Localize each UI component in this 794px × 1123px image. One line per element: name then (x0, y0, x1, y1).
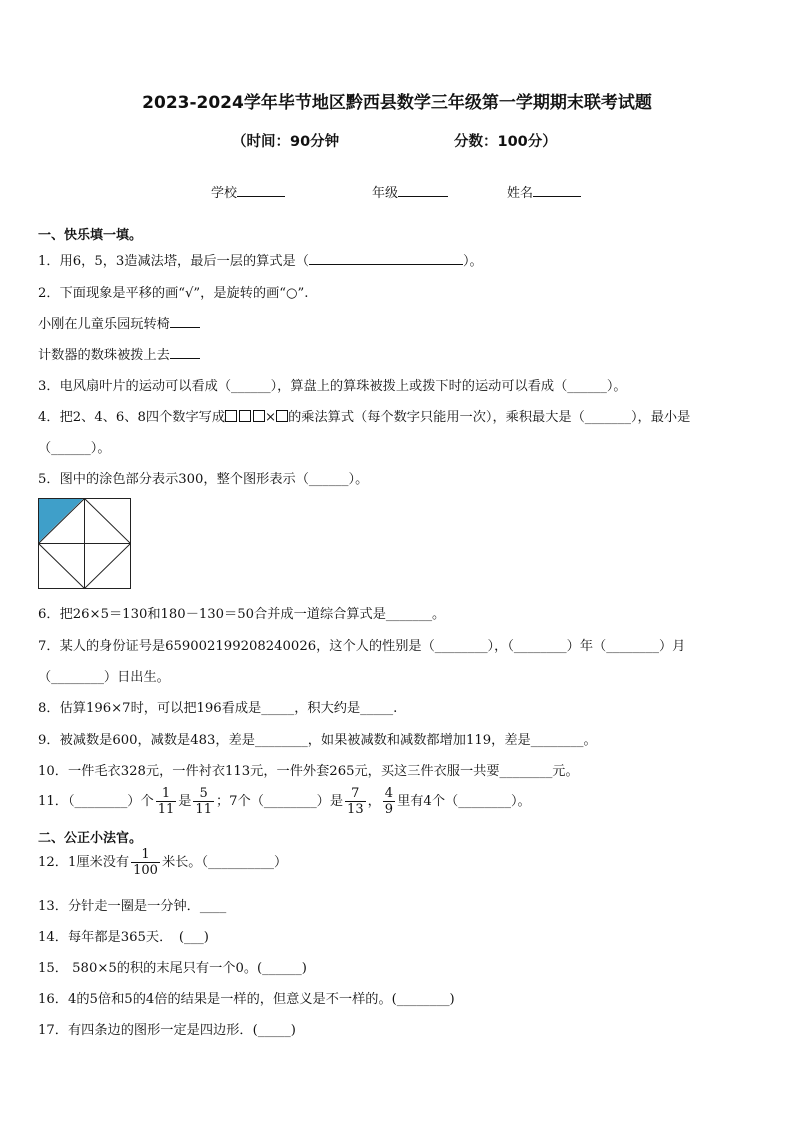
question-16: 16．4的5倍和5的4倍的结果是一样的，但意义是不一样的。(________) (38, 992, 455, 1007)
section-heading: 二、公正小法官。 (38, 831, 143, 846)
question-15: 15． 580×5的积的末尾只有一个0。(______) (38, 961, 307, 976)
question-3: 3．电风扇叶片的运动可以看成（______），算盘上的算珠被拨上或拨下时的运动可以看成（______）。 (38, 379, 627, 394)
question-4: 4．把2、4、6、8四个数字写成 × 的乘法算式（每个数字只能用一次），乘积最大是（_______），最小是 (38, 410, 691, 425)
question-7-cont: （________）日出生。 (38, 670, 170, 685)
question-11: 11．（________）个 $\frac{1}{11}$ 是 $\frac{5}{11}$ ；7个（________）是 $\frac{7}{13}$ ， $\frac{4}{9}$ 里有4个（________）。 (38, 786, 531, 817)
question-10: 10．一件毛衣328元，一件衬衣113元，一件外套265元，买这三件衣服一共要________元。 (38, 764, 579, 779)
fraction: $\frac{4}{9}$ (384, 786, 394, 817)
question-5: 5．图中的涂色部分表示300，整个图形表示（______）。 (38, 472, 369, 487)
question-8: 8．估算196×7时，可以把196看成是_____，积大约是_____. (38, 701, 398, 716)
section-heading: 一、快乐填一填。 (38, 228, 143, 243)
question-2a: 小刚在儿童乐园玩转椅 (38, 313, 200, 332)
fraction: $\frac{1}{11}$ (157, 786, 175, 817)
question-2b: 计数器的数珠被拨上去 (38, 344, 200, 363)
school-field: 学校 (211, 182, 285, 201)
page-title: 2023-2024学年毕节地区黔西县数学三年级第一学期期末联考试题 (142, 93, 652, 113)
shaded-region (38, 498, 84, 543)
name-field: 姓名 (507, 182, 581, 201)
score-label: 分数：100分） (454, 134, 557, 150)
fraction: $\frac{7}{13}$ (347, 786, 364, 817)
fraction: $\frac{1}{100}$ (133, 847, 158, 878)
question-6: 6．把26×5＝130和180－130＝50合并成一道综合算式是_______。 (38, 607, 446, 622)
fraction: $\frac{5}{11}$ (195, 786, 212, 817)
question-2: 2．下面现象是平移的画“√”，是旋转的画“○”. (38, 286, 309, 301)
question-13: 13．分针走一圈是一分钟．____ (38, 899, 227, 914)
question-17: 17．有四条边的图形一定是四边形．(_____) (38, 1023, 296, 1038)
question-9: 9．被减数是600，减数是483，差是________，如果被减数和减数都增加119，差是________。 (38, 733, 597, 748)
question-4-cont: （______）。 (38, 441, 111, 456)
question-7: 7．某人的身份证号是659002199208240026，这个人的性别是（________），（________）年（________）月 (38, 639, 686, 654)
grade-field: 年级 (372, 182, 448, 201)
shaded-square-figure (38, 498, 131, 589)
question-12: 12．1厘米没有 $\frac{1}{100}$ 米长。（__________） (38, 847, 288, 878)
time-label: （时间：90分钟 (232, 134, 340, 150)
question-1: 1．用6，5，3造减法塔，最后一层的算式是（ ）。 (38, 250, 483, 269)
question-14: 14．每年都是365天． (___) (38, 930, 209, 945)
